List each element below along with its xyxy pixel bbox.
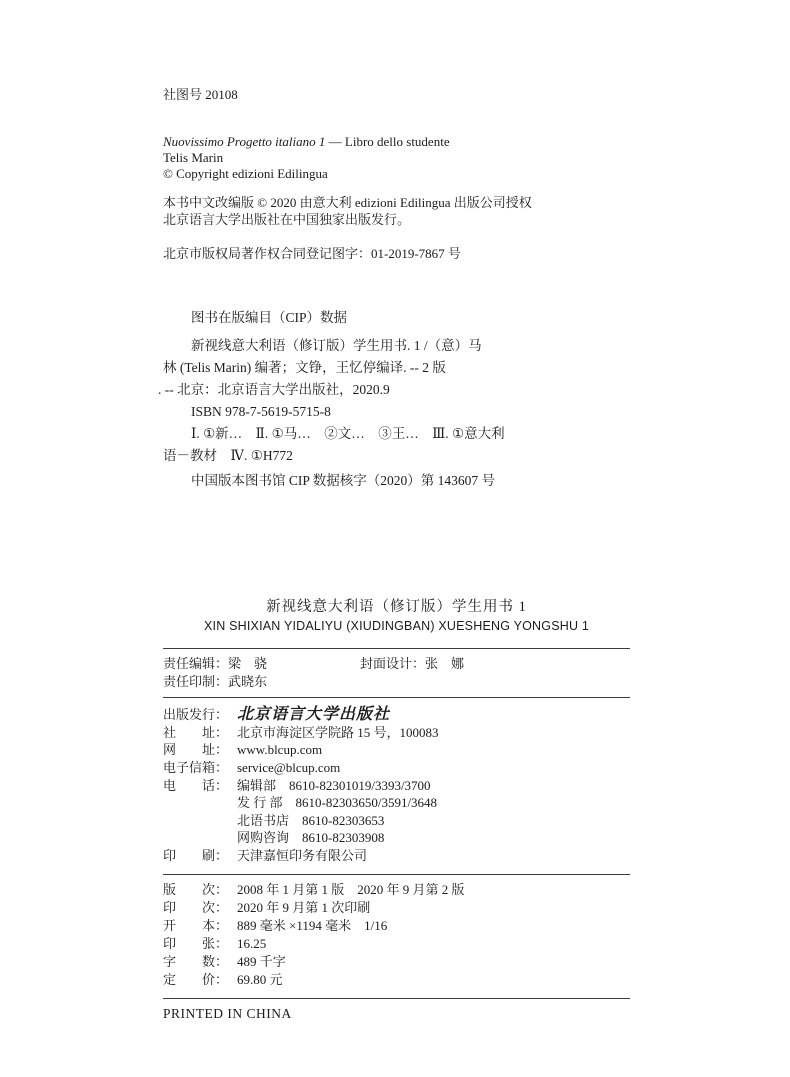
- edition-row: [163, 917, 630, 935]
- cip-isbn: ISBN 978-7-5619-5715-8: [191, 404, 331, 419]
- cip-line: 林 (Telis Marin) 编著；文铮，王忆停编译. -- 2 版: [163, 360, 446, 375]
- original-title-suffix: — Libro dello studente: [325, 134, 450, 149]
- row-label: 印 次：: [163, 899, 229, 915]
- row-label: 印 张：: [163, 935, 229, 951]
- cip-record-number: 中国版本图书馆 CIP 数据核字（2020）第 143607 号: [191, 473, 496, 488]
- price-value: 69.80 元: [237, 971, 283, 987]
- publisher-info-block: [163, 698, 630, 873]
- row-label: 印 刷：: [163, 847, 229, 863]
- book-title-block: [163, 595, 630, 633]
- cip-classification-line: Ⅰ. ①新… Ⅱ. ①马… ②文… ③王… Ⅲ. ①意大利: [191, 426, 505, 441]
- print-supervisor: 责任印制：武晓东: [163, 673, 268, 689]
- edition-row: [163, 971, 630, 989]
- publisher-row: [163, 759, 630, 777]
- printing-company: 天津嘉恒印务有限公司: [237, 847, 368, 863]
- license-statement: [163, 194, 630, 228]
- credits-row: [163, 673, 630, 691]
- phone-bookstore: 北语书店 8610-82303653: [237, 812, 385, 828]
- edition-row: [163, 935, 630, 953]
- original-author: Telis Marin: [163, 150, 224, 165]
- phone-distribution: 发 行 部 8610-82303650/3591/3648: [237, 795, 438, 811]
- row-label: 定 价：: [163, 971, 229, 987]
- row-label: 社 址：: [163, 724, 229, 740]
- book-title-pinyin: XIN SHIXIAN YIDALIYU (XIUDINGBAN) XUESHENG YONGSHU 1: [203, 619, 590, 633]
- edition-info-block: [163, 875, 630, 998]
- row-label: 开 本：: [163, 917, 229, 933]
- printing-value: 2020 年 9 月第 1 次印刷: [237, 899, 371, 915]
- row-label: 电子信箱：: [163, 759, 229, 775]
- phone-online-orders: 网购咨询 8610-82303908: [237, 830, 385, 846]
- publisher-email: service@blcup.com: [237, 759, 341, 775]
- edition-row: [163, 899, 630, 917]
- phone-editorial: 编辑部 8610-82301019/3393/3700: [237, 777, 431, 793]
- publisher-address: 北京市海淀区学院路 15 号，100083: [237, 724, 439, 740]
- publisher-row: [163, 705, 630, 724]
- row-label: 出版发行：: [163, 707, 229, 723]
- sheets-value: 16.25: [237, 935, 267, 951]
- divider-rule: [163, 998, 630, 999]
- publisher-row: [163, 741, 630, 759]
- license-line-2: 北京语言大学出版社在中国独家出版发行。: [163, 212, 411, 227]
- book-title-chinese: 新视线意大利语（修订版）学生用书 1: [266, 599, 527, 615]
- original-copyright: © Copyright edizioni Edilingua: [163, 166, 328, 181]
- publisher-logo-text: 北京语言大学出版社: [237, 704, 391, 724]
- publisher-row: [163, 829, 630, 847]
- license-line-1: 本书中文改编版 © 2020 由意大利 edizioni Edilingua 出版公司授权: [163, 195, 532, 210]
- row-label: 电 话：: [163, 777, 229, 793]
- copyright-registration: 北京市版权局著作权合同登记图字：01-2019-7867 号: [163, 246, 461, 261]
- original-title-italic: Nuovissimo Progetto italiano 1: [163, 134, 326, 149]
- responsible-editor: 责任编辑：梁 骁: [163, 656, 268, 671]
- publisher-row: [163, 794, 630, 812]
- format-value: 889 毫米 ×1194 毫米 1/16: [237, 917, 388, 933]
- credits-block: [163, 649, 630, 697]
- edition-row: [163, 881, 630, 899]
- publisher-row: [163, 777, 630, 795]
- publisher-website: www.blcup.com: [237, 742, 323, 758]
- cip-line: 新视线意大利语（修订版）学生用书. 1 /（意）马: [191, 338, 482, 353]
- page-content: [158, 0, 630, 1022]
- cip-heading: 图书在版编目（CIP）数据: [191, 310, 348, 325]
- word-count-value: 489 千字: [237, 953, 286, 969]
- cover-designer: 封面设计：张 娜: [360, 656, 465, 671]
- publisher-row: [163, 812, 630, 830]
- printed-in-china-label: PRINTED IN CHINA: [163, 1005, 292, 1021]
- row-label: 网 址：: [163, 742, 229, 758]
- publisher-row: [163, 847, 630, 865]
- original-edition-info: [163, 134, 630, 182]
- credits-row: [163, 655, 630, 673]
- original-title-line: [163, 134, 630, 150]
- cip-classification-line: 语－教材 Ⅳ. ①H772: [163, 448, 293, 463]
- cip-data-block: [158, 335, 630, 492]
- cip-line: . -- 北京：北京语言大学出版社，2020.9: [158, 382, 390, 397]
- edition-value: 2008 年 1 月第 1 版 2020 年 9 月第 2 版: [237, 881, 465, 897]
- publisher-row: [163, 724, 630, 742]
- library-book-code: 社图号 20108: [163, 87, 238, 102]
- row-label: 字 数：: [163, 953, 229, 969]
- row-label: 版 次：: [163, 881, 229, 897]
- edition-row: [163, 953, 630, 971]
